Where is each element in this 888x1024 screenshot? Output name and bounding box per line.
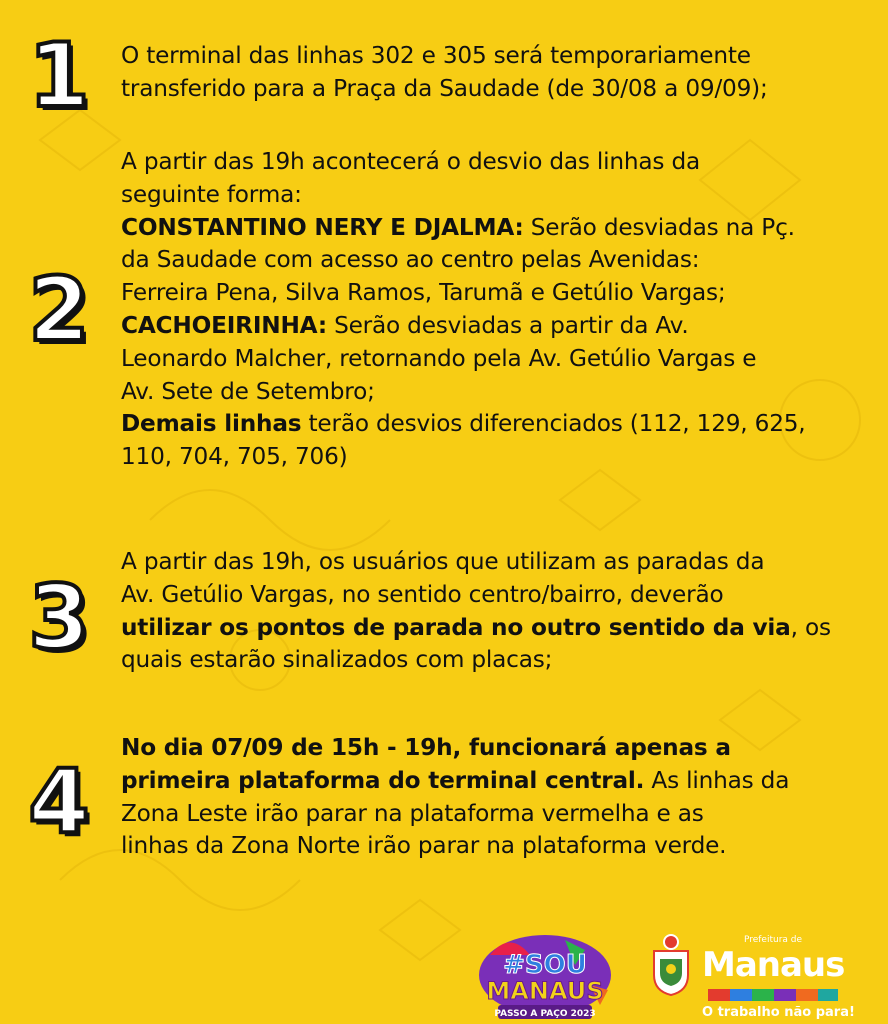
manaus-wordmark: Manaus — [702, 945, 845, 985]
step-2-text — [121, 146, 861, 474]
step-3-line-1: A partir das 19h, os usuários que utilizam as paradas da — [121, 548, 765, 575]
step-number-2: 2 — [28, 258, 90, 361]
step-2-cachoeirinha-line-3: Av. Sete de Setembro; — [121, 377, 375, 405]
step-4-line-4: linhas da Zona Norte irão parar na plataforma verde. — [121, 832, 727, 860]
coat-of-arms-icon — [648, 933, 694, 997]
step-2-demais-line-1 — [121, 408, 861, 441]
step-2-constantino-line-3: Ferreira Pena, Silva Ramos, Tarumã e Getúlio Vargas; — [121, 279, 726, 307]
step-1-text — [121, 40, 861, 106]
cachoeirinha-text-1: Serão desviadas a partir da Av. — [326, 311, 689, 339]
manaus-color-bar — [708, 989, 838, 1001]
step-3-text — [121, 546, 861, 677]
step-4-bold-2: primeira plataforma do terminal central. — [121, 766, 645, 794]
step-3-line-4: quais estarão sinalizados com placas; — [121, 646, 553, 674]
step-4-line-2-rest: As linhas da — [644, 766, 790, 794]
step-3-line-3 — [121, 612, 861, 645]
step-2-intro-line-1: A partir das 19h acontecerá o desvio das linhas da — [121, 148, 700, 175]
step-number-4: 4 — [28, 750, 90, 853]
step-2-intro-line-2: seguinte forma: — [121, 180, 302, 208]
step-number-1: 1 — [28, 24, 90, 127]
cachoeirinha-label: CACHOEIRINHA: — [121, 311, 327, 339]
step-4-line-2 — [121, 765, 861, 798]
step-2-cachoeirinha-line-1 — [121, 310, 861, 343]
sou-manaus-logo — [470, 925, 620, 1024]
step-3-line-2: Av. Getúlio Vargas, no sentido centro/bairro, deverão — [121, 580, 724, 608]
step-4-text — [121, 732, 861, 863]
step-1-line-1: O terminal das linhas 302 e 305 será temporariamente — [121, 42, 751, 69]
step-2-constantino-line-1 — [121, 212, 861, 245]
footer — [470, 925, 870, 1024]
constantino-label: CONSTANTINO NERY E DJALMA: — [121, 213, 524, 241]
step-4-bold-1: No dia 07/09 de 15h - 19h, funcionará apenas a — [121, 734, 731, 761]
demais-label: Demais linhas — [121, 410, 302, 438]
demais-text-1: terão desvios diferenciados (112, 129, 625, — [301, 410, 806, 438]
constantino-text-1: Serão desviadas na Pç. — [523, 213, 795, 241]
svg-text:MANAUS: MANAUS — [486, 977, 604, 1005]
step-number-3: 3 — [28, 566, 90, 669]
svg-text:#SOU: #SOU — [503, 950, 587, 980]
prefeitura-label: Prefeitura de — [743, 935, 803, 945]
step-2-constantino-line-2: da Saudade com acesso ao centro pelas Avenidas: — [121, 246, 700, 274]
step-1-line-2: transferido para a Praça da Saudade (de 30/08 a 09/09); — [121, 74, 768, 102]
slogan: O trabalho não para! — [702, 1005, 855, 1020]
step-4-line-3: Zona Leste irão parar na plataforma vermelha e as — [121, 799, 704, 827]
svg-text:PASSO A PAÇO 2023: PASSO A PAÇO 2023 — [494, 1009, 596, 1019]
step-3-highlight: utilizar os pontos de parada no outro sentido da via — [121, 613, 791, 641]
step-4-line-1 — [121, 732, 861, 765]
step-2-cachoeirinha-line-2: Leonardo Malcher, retornando pela Av. Getúlio Vargas e — [121, 344, 757, 372]
step-2-demais-line-2: 110, 704, 705, 706) — [121, 443, 348, 471]
step-3-line-3-rest: , os — [790, 613, 831, 641]
